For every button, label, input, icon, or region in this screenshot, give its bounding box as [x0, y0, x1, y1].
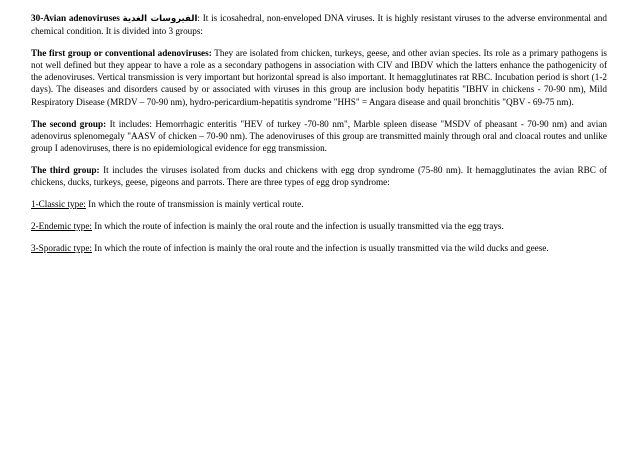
type1-paragraph	[31, 198, 607, 210]
intro-arabic-term: الفيروسات الغدية	[122, 14, 198, 24]
type2-label: 2-Endemic type:	[31, 221, 92, 232]
type2-paragraph	[31, 220, 607, 232]
group2-text: It includes: Hemorrhagic enteritis "HEV of turkey -70-80 nm", Marble spleen disease "MSDV of pheasant - 70-90 nm) and avian adenovirus splenomegaly "AASV of chicken – 70-90 nm). The adenoviruses of this group are transmitted mainly through oral and cloacal routes and unlike group I adenoviruses, there is no epidemiological evidence for egg transmission.	[31, 118, 607, 153]
intro-heading: 30-Avian adenoviruses	[31, 13, 120, 23]
group3-heading: The third group:	[31, 164, 100, 175]
group2-heading: The second group:	[31, 118, 107, 129]
intro-text: : It is icosahedral, non-enveloped DNA viruses. It is highly resistant viruses to the adverse environmental and chemical condition. It is divided into 3 groups:	[31, 13, 607, 37]
type1-label: 1-Classic type:	[31, 199, 86, 210]
document-page	[31, 12, 607, 264]
group3-text: It includes the viruses isolated from ducks and chickens with egg drop syndrome (75-80 nm). It hemagglutinates the avian RBC of chickens, ducks, turkeys, geese, pigeons and parrots. There are three types of egg drop syndrome:	[31, 164, 607, 188]
group2-paragraph	[31, 118, 607, 154]
group3-paragraph	[31, 164, 607, 188]
type3-label: 3-Sporadic type:	[31, 243, 92, 254]
group1-heading: The first group or conventional adenoviruses:	[31, 48, 212, 59]
type2-text: In which the route of infection is mainly the oral route and the infection is usually transmitted via the egg trays.	[91, 221, 504, 232]
type1-text: In which the route of transmission is mainly vertical route.	[85, 199, 304, 210]
type3-text: In which the route of infection is mainly the oral route and the infection is usually transmitted via the wild ducks and geese.	[91, 243, 549, 254]
group1-paragraph	[31, 47, 607, 107]
group1-text: They are isolated from chicken, turkeys, geese, and other avian species. Its role as a primary pathogens is not well defined but they appear to have a role as a secondary pathogens in association with CIV and IBDV which the latters enhance the pathogenicity of the adenoviruses. Vertical transmission is very important but horizontal spread is also important. It hemagglutinates rat RBC. Incubation period is short (1-2 days). The diseases and disorders caused by or associated with viruses in this group are inclusion body hepatitis "IBHV in chickens - 70-90 nm), Mild Respiratory Disease (MRDV – 70-90 nm), hydro-pericardium-hepatitis syndrome "HHS" = Angara disease and quail bronchitis "QBV - 69-75 nm).	[31, 48, 607, 107]
type3-paragraph	[31, 242, 607, 254]
intro-paragraph	[31, 12, 607, 37]
